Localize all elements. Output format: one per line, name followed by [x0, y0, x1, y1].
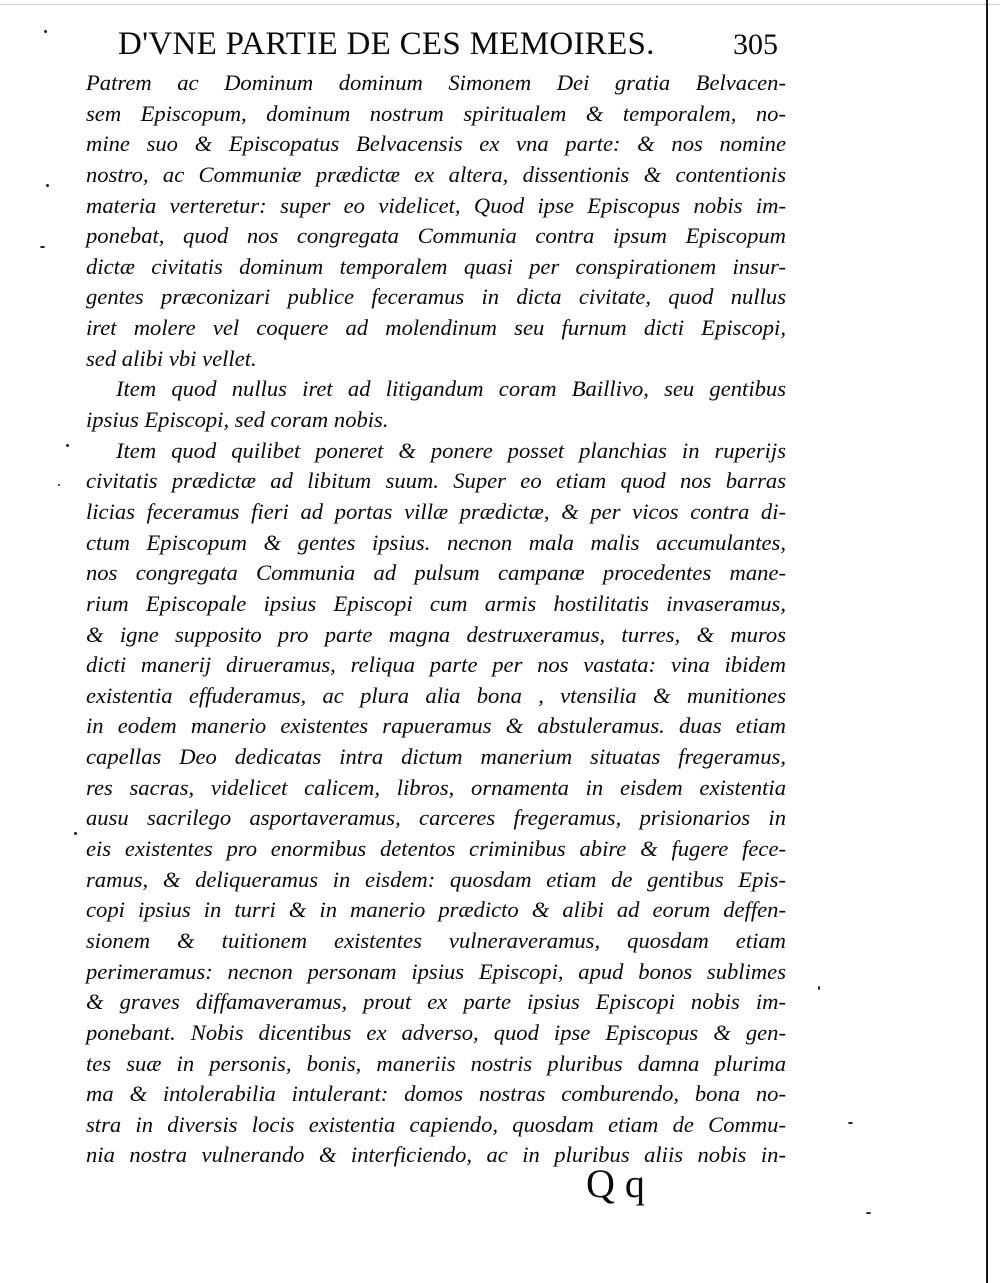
text-line: capellas Deo dedicatas intra dictum manerium situatas fregeramus, — [86, 744, 786, 770]
text-line: nia nostra vulnerando & interficiendo, ac in pluribus aliis nobis in- — [86, 1142, 786, 1168]
ink-speck — [74, 832, 77, 835]
text-line: ramus, & deliqueramus in eisdem: quosdam etiam de gentibus Epis- — [86, 866, 786, 892]
text-line: & graves diffamaveramus, prout ex parte ipsius Episcopi nobis im- — [86, 989, 786, 1015]
text-line: civitatis prædictæ ad libitum suum. Super eo etiam quod nos barras — [86, 468, 786, 494]
text-line: nos congregata Communia ad pulsum campanæ procedentes mane- — [86, 560, 786, 586]
body-text — [86, 68, 786, 1171]
text-line: gentes præconizari publice feceramus in dicta civitate, quod nullus — [86, 284, 786, 310]
text-line: ponebat, quod nos congregata Communia contra ipsum Episcopum — [86, 223, 786, 249]
scan-edge-top — [0, 4, 1000, 5]
text-line: iret molere vel coquere ad molendinum seu furnum dicti Episcopi, — [86, 315, 786, 341]
text-line: dicti manerij dirueramus, reliqua parte per nos vastata: vina ibidem — [86, 652, 786, 678]
page-header — [118, 26, 778, 72]
text-line: mine suo & Episcopatus Belvacensis ex vna parte: & nos nomine — [86, 131, 786, 157]
text-line: in eodem manerio existentes rapueramus & abstuleramus. duas etiam — [86, 713, 786, 739]
text-line: stra in diversis locis existentia capiendo, quosdam etiam de Commu- — [86, 1111, 786, 1137]
text-line: dictæ civitatis dominum temporalem quasi per conspirationem insur- — [86, 253, 786, 279]
text-line: nostro, ac Communiæ prædictæ ex altera, dissentionis & contentionis — [86, 161, 786, 187]
ink-speck — [848, 1122, 853, 1124]
ink-speck — [66, 444, 69, 447]
text-line: Item quod quilibet poneret & ponere posset planchias in ruperijs — [116, 437, 786, 463]
text-line: & igne supposito pro parte magna destruxeramus, turres, & muros — [86, 621, 786, 647]
signature-mark: Q q — [586, 1161, 645, 1206]
text-line: ponebant. Nobis dicentibus ex adverso, quod ipse Episcopus & gen- — [86, 1019, 786, 1045]
text-line: eis existentes pro enormibus detentos criminibus abire & fugere fece- — [86, 836, 786, 862]
ink-speck — [46, 184, 49, 187]
text-line: existentia effuderamus, ac plura alia bona , vtensilia & munitiones — [86, 682, 786, 708]
text-line: Patrem ac Dominum dominum Simonem Dei gratia Belvacen- — [86, 70, 786, 95]
text-line: ma & intolerabilia intulerant: domos nostras comburendo, bona no- — [86, 1081, 786, 1107]
ink-speck — [40, 246, 45, 248]
text-line: sem Episcopum, dominum nostrum spiritualem & temporalem, no- — [86, 100, 786, 126]
text-line: materia verteretur: super eo videlicet, Quod ipse Episcopus nobis im- — [86, 192, 786, 218]
ink-speck — [44, 30, 47, 33]
scan-edge-right — [986, 0, 988, 1283]
text-line: sed alibi vbi vellet. — [86, 345, 257, 371]
ink-speck — [818, 986, 820, 990]
text-line: ipsius Episcopi, sed coram nobis. — [86, 407, 389, 433]
text-line: perimeramus: necnon personam ipsius Episcopi, apud bonos sublimes — [86, 958, 786, 984]
ink-speck — [866, 1212, 871, 1214]
page-number: 305 — [733, 28, 778, 61]
text-line: copi ipsius in turri & in manerio prædicto & alibi ad eorum deffen- — [86, 897, 786, 923]
text-line: rium Episcopale ipsius Episcopi cum armis hostilitatis invaseramus, — [86, 590, 786, 616]
text-line: Item quod nullus iret ad litigandum coram Baillivo, seu gentibus — [116, 376, 786, 402]
text-line: sionem & tuitionem existentes vulneraveramus, quosdam etiam — [86, 927, 786, 953]
text-line: ctum Episcopum & gentes ipsius. necnon mala malis accumulantes, — [86, 529, 786, 555]
running-head: D'VNE PARTIE DE CES MEMOIRES. — [118, 26, 655, 62]
text-line: res sacras, videlicet calicem, libros, ornamenta in eisdem existentia — [86, 774, 786, 800]
ink-speck — [58, 484, 60, 486]
text-line: tes suæ in personis, bonis, maneriis nostris pluribus damna plurima — [86, 1050, 786, 1076]
text-line: licias feceramus fieri ad portas villæ prædictæ, & per vicos contra di- — [86, 498, 786, 524]
text-line: ausu sacrilego asportaveramus, carceres fregeramus, prisionarios in — [86, 805, 786, 831]
